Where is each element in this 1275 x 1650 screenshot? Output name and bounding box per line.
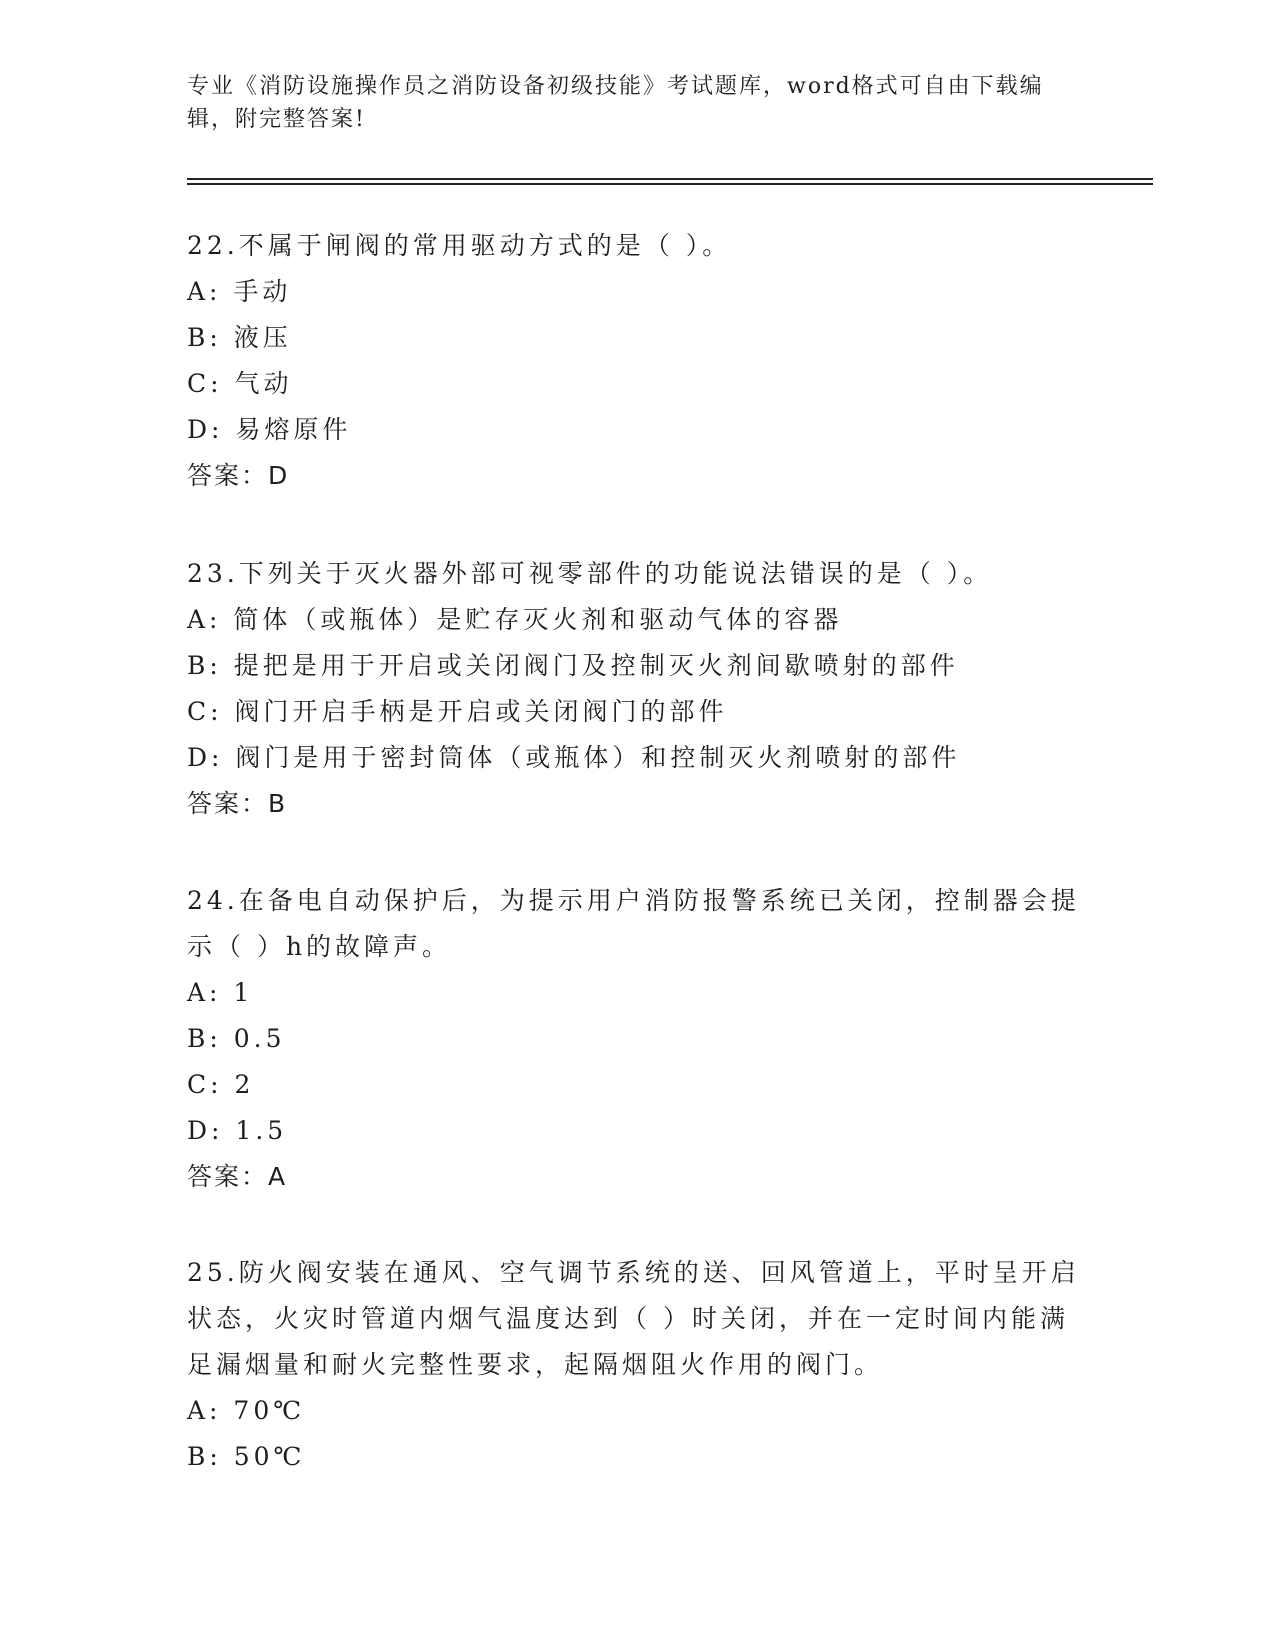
option-d: D: 1.5 [187,1116,288,1145]
option-b: B: 液压 [187,323,292,352]
question-stem: 25.防火阀安装在通风、空气调节系统的送、回风管道上，平时呈开启状态，火灾时管道内烟气温度达到（ ）时关闭，并在一定时间内能满足漏烟量和耐火完整性要求，起隔烟阻火作用的阀门。 [187,1258,1080,1379]
answer: 答案：B [187,789,288,818]
option-b: B: 提把是用于开启或关闭阀门及控制灭火剂间歇喷射的部件 [187,651,959,680]
question-22 [187,223,1087,499]
option-b: B: 0.5 [187,1024,286,1053]
question-24 [187,878,1087,1200]
option-a: A: 1 [187,978,254,1007]
option-d: D: 阀门是用于密封筒体（或瓶体）和控制灭火剂喷射的部件 [187,743,961,772]
option-a: A: 手动 [187,277,292,306]
document-header: 专业《消防设施操作员之消防设备初级技能》考试题库，word格式可自由下载编辑，附完整答案! [187,74,1044,132]
option-c: C: 阀门开启手柄是开启或关闭阀门的部件 [187,697,728,726]
question-stem: 22.不属于闸阀的常用驱动方式的是（ ）。 [187,231,732,260]
option-d: D: 易熔原件 [187,415,352,444]
option-a: A: 70℃ [187,1396,306,1425]
question-stem: 23.下列关于灭火器外部可视零部件的功能说法错误的是（ ）。 [187,559,993,588]
header-divider-top [187,178,1153,180]
option-b: B: 50℃ [187,1442,306,1471]
option-c: C: 2 [187,1070,255,1099]
answer: 答案：A [187,1162,288,1191]
question-25 [187,1250,1087,1480]
option-c: C: 气动 [187,369,293,398]
question-23 [187,551,1087,827]
question-stem: 24.在备电自动保护后，为提示用户消防报警系统已关闭，控制器会提示（ ）h的故障声。 [187,886,1080,961]
answer: 答案：D [187,461,290,490]
header-divider-bottom [187,183,1153,185]
option-a: A: 简体（或瓶体）是贮存灭火剂和驱动气体的容器 [187,605,843,634]
